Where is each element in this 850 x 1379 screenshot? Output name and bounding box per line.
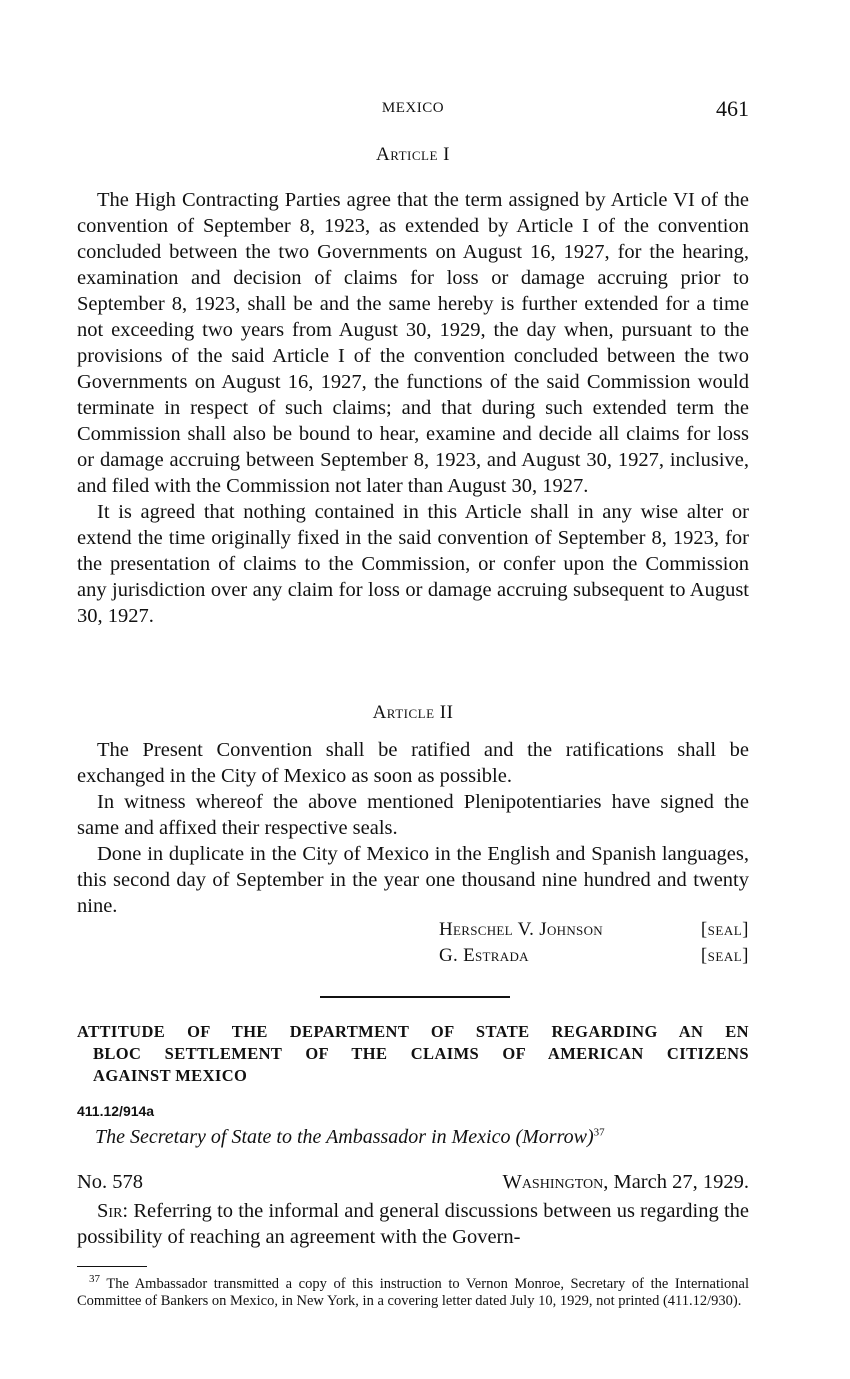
seal-mark: [seal] <box>700 919 749 940</box>
footnote-mark: 37 <box>89 1273 100 1285</box>
signature-line <box>439 919 749 945</box>
document-heading-text: The Secretary of State to the Ambassador in Mexico (Morrow) <box>95 1126 594 1148</box>
article-2-paragraph: The Present Convention shall be ratified and the ratifications shall be exchanged in the City of Mexico as soon as possible. <box>77 739 749 787</box>
seal-mark: [seal] <box>700 945 749 966</box>
signatory-name: G. Estrada <box>439 945 529 966</box>
salutation: Sir <box>97 1200 123 1222</box>
dateline <box>77 1171 749 1197</box>
page-number: 461 <box>716 96 749 121</box>
footnote-text: The Ambassador transmitted a copy of this instruction to Vernon Monroe, Secretary of the International Committee of Bankers on Mexico, in New York, in a covering letter dated July 10, 1929, not printed (411.12/930). <box>77 1275 749 1309</box>
document-heading <box>95 1126 605 1149</box>
section-divider <box>320 996 510 998</box>
article-2-paragraph: In witness whereof the above mentioned Plenipotentiaries have signed the same and affixed their respective seals. <box>77 791 749 839</box>
section-title <box>77 1021 749 1087</box>
article-1-paragraph: It is agreed that nothing contained in this Article shall in any wise alter or extend the time originally fixed in the said convention of September 8, 1923, for the presentation of claims to the Commission, or confer upon the Commission any jurisdiction over any claim for loss or damage accruing subsequent to August 30, 1927. <box>77 501 749 627</box>
letter-body <box>77 1198 749 1250</box>
footnote-reference: 37 <box>593 1126 605 1139</box>
signatory-name: Herschel V. Johnson <box>439 919 603 940</box>
section-title-line: ATTITUDE OF THE DEPARTMENT OF STATE REGARDING AN EN <box>77 1022 749 1041</box>
footnote <box>77 1271 749 1310</box>
place-and-date <box>502 1171 749 1194</box>
article-1-paragraph: The High Contracting Parties agree that the term assigned by Article VI of the convention of September 8, 1923, as extended by Article I of the convention concluded between the two Governments on August 16, 1927, for the hearing, examination and decision of claims for loss or damage accruing prior to September 8, 1923, shall be and the same hereby is further extended for a time not exceeding two years from August 30, 1929, the day when, pursuant to the provisions of the said Article I of the convention concluded between the two Governments on August 16, 1927, the functions of the said Commission would terminate in respect of such claims; and that during such extended term the Commission shall also be bound to hear, examine and decide all claims for loss or damage accruing between September 8, 1923, and August 30, 1927, inclusive, and filed with the Commission not later than August 30, 1927. <box>77 189 749 497</box>
signature-line <box>439 945 749 971</box>
article-2-heading: Article II <box>372 702 454 723</box>
running-head <box>77 96 749 122</box>
section-title-line: BLOC SETTLEMENT OF THE CLAIMS OF AMERICAN CITIZENS <box>93 1044 749 1063</box>
article-2-paragraph: Done in duplicate in the City of Mexico in the English and Spanish languages, this second day of September in the year one thousand nine hundred and twenty nine. <box>77 843 749 917</box>
footnote-divider <box>77 1266 147 1267</box>
document-number: No. 578 <box>77 1171 144 1193</box>
dateline-date: , March 27, 1929. <box>603 1171 749 1193</box>
article-1-body <box>77 187 749 629</box>
letter-opening-text: : Referring to the informal and general discussions between us regarding the possibility of reaching an agreement with the Govern- <box>77 1200 749 1248</box>
dateline-place: Washington <box>502 1171 604 1193</box>
article-1-heading: Article I <box>375 144 450 165</box>
running-title: MEXICO <box>381 100 445 116</box>
article-2-body <box>77 737 749 919</box>
file-number: 411.12/914a <box>77 1103 155 1119</box>
section-title-line: AGAINST MEXICO <box>93 1066 248 1085</box>
letter-opening <box>77 1198 749 1250</box>
